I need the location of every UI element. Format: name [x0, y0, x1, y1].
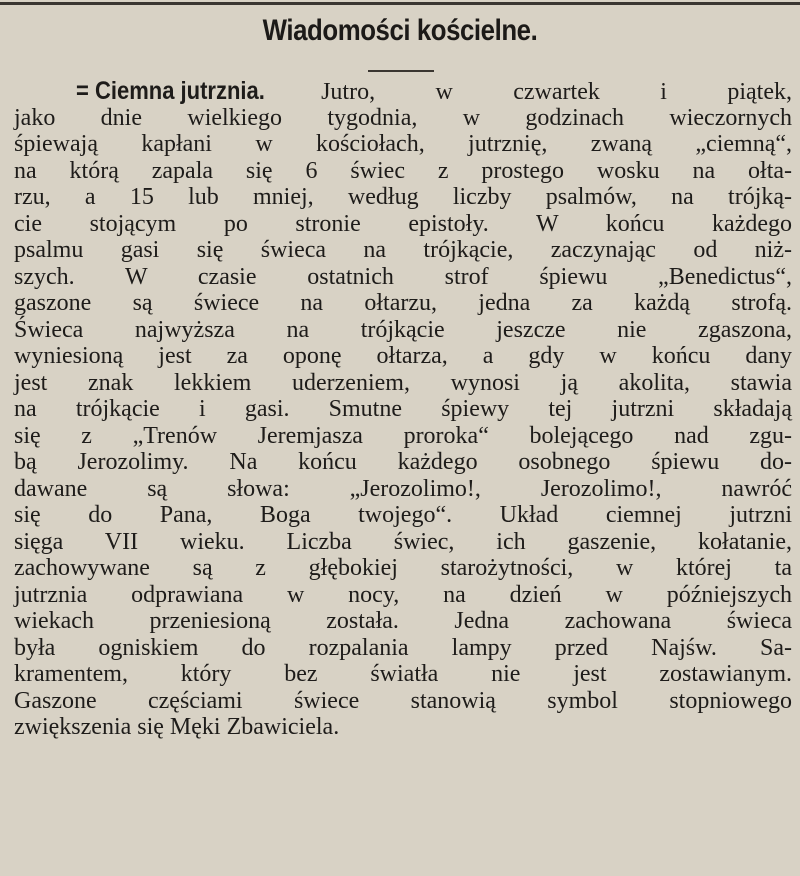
- article-lead: = Ciemna jutrznia.: [76, 77, 265, 105]
- article-line: jutrznia odprawiana w nocy, na dzień w późniejszych: [14, 581, 792, 608]
- article-line: kramentem, który bez światła nie jest zostawianym.: [14, 661, 792, 687]
- article-line: jako dnie wielkiego tygodnia, w godzinach wieczornych: [14, 104, 792, 131]
- article-line: cie stojącym po stronie epistoły. W końcu każdego: [14, 210, 792, 237]
- article-line: wiekach przeniesioną została. Jedna zachowana świeca: [14, 608, 792, 634]
- article-line: gaszone są świece na ołtarzu, jedna za każdą strofą.: [14, 290, 792, 316]
- article-line: [14, 78, 792, 105]
- article-line-text: Jutro, w czwartek i piątek,: [321, 79, 792, 105]
- article-body: [14, 78, 792, 741]
- article-line: na którą zapala się 6 świec z prostego wosku na ołta-: [14, 157, 792, 184]
- article-line: bą Jerozolimy. Na końcu każdego osobnego śpiewu do-: [14, 449, 792, 475]
- article-line: szych. W czasie ostatnich strof śpiewu „Benedictus“,: [14, 263, 792, 290]
- article-line: Świeca najwyższa na trójkącie jeszcze nie zgaszona,: [14, 316, 792, 343]
- article-line: psalmu gasi się świeca na trójkącie, zaczynając od niż-: [14, 237, 792, 263]
- article-line: wyniesioną jest za oponę ołtarza, a gdy w końcu dany: [14, 343, 792, 369]
- article-line: na trójkącie i gasi. Smutne śpiewy tej jutrzni składają: [14, 396, 792, 422]
- article-line: śpiewają kapłani w kościołach, jutrznię, zwaną „ciemną“,: [14, 131, 792, 157]
- article-line: była ogniskiem do rozpalania lampy przed Najśw. Sa-: [14, 634, 792, 661]
- article-line: się z „Trenów Jeremjasza proroka“ bolejącego nad zgu-: [14, 422, 792, 449]
- article-line: sięga VII wieku. Liczba świec, ich gaszenie, kołatanie,: [14, 528, 792, 555]
- article-line: jest znak lekkiem uderzeniem, wynosi ją akolita, stawia: [14, 369, 792, 396]
- section-heading: Wiadomości kościelne.: [262, 14, 538, 47]
- article-line: się do Pana, Boga twojego“. Układ ciemnej jutrzni: [14, 502, 792, 528]
- article-line: zachowywane są z głębokiej starożytności, w której ta: [14, 555, 792, 581]
- article-line: dawane są słowa: „Jerozolimo!, Jerozolimo!, nawróć: [14, 475, 792, 502]
- top-rule: [0, 2, 800, 5]
- article-line-last: zwiększenia się Męki Zbawiciela.: [14, 714, 340, 740]
- article-line: rzu, a 15 lub mniej, według liczby psalmów, na trójką-: [14, 184, 792, 210]
- article-line: Gaszone częściami świece stanowią symbol stopniowego: [14, 687, 792, 714]
- heading-divider: [368, 70, 434, 72]
